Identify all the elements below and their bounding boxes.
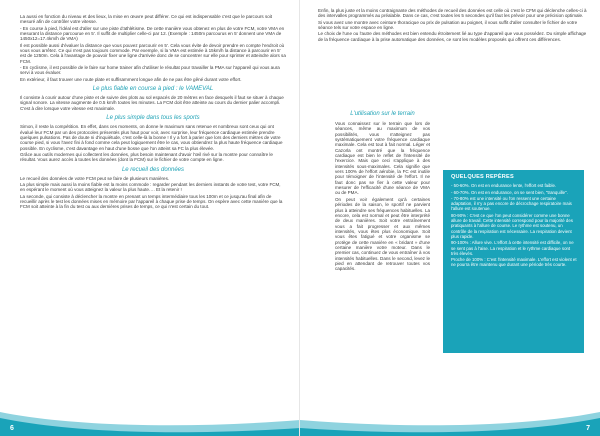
left-paragraph: Grâce aux outils modernes qui collectent les données, plus besoin maintenant d'avoir l'œil rivé sur la montre pour connaître le résultat. Vous aurez accès à toutes les données (dont la FCM) sur le fichier de votre compte en ligne. — [20, 151, 273, 163]
left-column — [20, 14, 286, 211]
reperes-title: QUELQUES REPÈRES — [451, 174, 514, 180]
section-heading-recueil: Le recueil des données — [121, 166, 185, 173]
reperes-item: - 50-60%. On est en endurance lente, l'effort est faible. — [451, 183, 557, 189]
left-paragraph: Le recueil des données de votre FCM peut se faire de plusieurs manières. — [20, 175, 170, 181]
reperes-item: Proche de 100% : C'est l'intensité maximale. L'effort est violent et ne pourra être maintenu que durant une période très courte. — [451, 257, 577, 268]
section-heading-terrain: L'utilisation sur le terrain — [350, 111, 415, 117]
left-paragraph: Simon, il reste la compétition. En effet, dans ces moments, on donne le maximum sans retenue et nombreux sont ceux qui ont évalué leur FCM par un des protocoles présentés plus haut pour voir, avec surprise, leur fréquence cardiaque estimée prendre quelques pulsations. Pas de doute ni d'inquiétude, c'est celle-là la bonne ! Il y a fort à parier que lors des derniers mètres de votre course pied, si vous l'avez fini à fond comme cela peut logiquement être le cas, vous obtiendrez la plus haute fréquence cardiaque possible. En cyclisme, c'est davantage en haut d'une bosse que l'on atteint sa FC la plus élevée. — [20, 124, 283, 151]
right-paragraph: Si vous avez une montre avec ceinture thoracique ou prix de pulsation au poignet, il vous suffit d'aller consulter le fichier de votre séance tels sur votre espace en ligne. — [318, 19, 578, 31]
right-paragraph: Enfin, la plus juste et la moins contraignante des méthodes de recueil des données est celle où c'est le CFM qui déclenche celles-ci à des intervalles programmés au préalable. Dans ce cas, c'est toutes les 5 secondes qu'il faut les prévoir pour une précision optimale. — [318, 8, 587, 19]
left-paragraph: Il consiste à courir autour d'une piste et de suivre des plots au sol espacés de 20 mètres en face desquels il faut se situer à chaque signal sonore. La vitesse augmente de 0.5 km/h toutes les minutes. La FCM doit être atteinte au cours du dernier palier accompli. C'est à dire lorsque votre vitesse est maximale. — [20, 95, 284, 111]
left-wave-decoration — [0, 406, 300, 436]
right-paragraph: Le choix de l'une ou l'autre des méthodes est bien entendu étroitement lié au type d'appareil que vous possédez. Du simple affichage de la fréquence cardiaque à la prise automatique des données, ce sont les modèles proposés qui offrent ces différences. — [318, 31, 587, 42]
right-page — [300, 0, 600, 436]
left-paragraph: La aussi en fonction du niveau et des lieux, la mise en œuvre peut différer. Ce qui est indispensable c'est que le parcours soit mesuré afin de contrôler votre vitesse. — [20, 14, 273, 25]
section-heading-vameval: Le plus fiable en course à pied : le VAMEVAL — [92, 86, 214, 93]
right-heading-wrap — [335, 111, 430, 118]
page-number-right: 7 — [586, 425, 590, 432]
left-paragraph: - En course à pied, l'idéal est d'aller sur une piste d'athlétisme. De cette manière vous obtenez en plus de votre FCM, votre VMA en mesurant la distance parcourue en 5'. Il suffit de multiplier celle-ci par 12. (Exemple : 1450m parcourus en 5' donnent une VMA de 1450x12=17.4km/h de VMA) — [20, 25, 285, 42]
left-paragraph: - En cyclisme, il est possible de le faire sur home trainer afin d'utiliser le résultat pour travailler la PMA sur l'appareil qui vous aura servi à vous évaluer. — [20, 65, 280, 76]
right-wave-decoration — [300, 406, 600, 436]
left-paragraph: La seconde, qui consiste à déclencher la montre en prenant un temps intermédiaire tous les 100m et ce jusqu'au final afin de recueillir après le test les données mises en mémoire par l'appareil à chaque prise de temps. On espère avec cette manière que la FCM soit atteinte à la fin du test ou aux dernières prises de temps, ce qui n'est certain du tout. — [20, 193, 283, 210]
right-paragraph: On peut voir également qu'à certaines périodes de la saison, le sportif ne parvient plus à atteindre ses fréquences habituelles. La encore, cela est normal et peut être interprété de deux manières. Soit votre entraînement vous a fait progresser et aux mêmes intensités, vous êtes plus économique. Soit vous êtes fatigué et votre organisme se protège de cette manière en « bridant » d'une certaine manière votre moteur. Dans le premier cas, continuez de vous entraîner à vos intensités habituelles. Dans le second, levez le pied en attendant de retrouver toutes vos capacités. — [335, 196, 430, 272]
right-paragraph: Vous connaissez sur le terrain que lors de séances, même au maximum de vos possibilités, vous n'atteignez pas systématiquement votre fréquence cardiaque maximale. Cela est tout à fait normal. Léger et Cazorla ont montré que la fréquence cardiaque est bien le reflet de l'intensité de l'exercice. Mais que ceci s'applique à des intensités sous-maximales. Cela signifie que vers 100% de l'effort aérobie, la FC est inutile pour témoigner de l'intensité de l'effort. Il ne faut donc pas se fier à cette valeur pour mesurer de l'efficacité d'une séance de VMA ou de PMA. — [335, 121, 430, 196]
reperes-item: - 60-70%. On est en endurance, on se sent bien, "tranquille". — [451, 189, 568, 195]
reperes-item: 80-90% : C'est ce que l'on peut considérer comme une bonne allure de travail. Cette intensité correspond pour la majorité des pratiquants à l'allure de course. Le rythme est soutenu, un contrôle de la respiration est nécessaire. La respiration devient plus rapide. — [451, 212, 573, 239]
reperes-box — [443, 170, 584, 353]
page-number-left: 6 — [10, 425, 14, 432]
left-paragraph: Il est possible aussi d'évaluer la distance que vous pouvez parcourir en 5'. Cela vous évite de devoir prendre en compte l'endroit où vous vous arrêtez. Ce qui n'est pas toujours commode. Par exemple, si la VMA est estimée à 15km/h la distance à parcourir en 5' est de 1250m. Cela à l'avantage de pouvoir fixer une ligne d'arrivée donc de se concentrer sur elle pour sprinter et atteindre alors sa FCM. — [20, 42, 286, 64]
right-narrow-column — [335, 121, 430, 273]
reperes-item: 90-100% : Allure vive. L'effort à cette intensité est difficile, on ne se sent pas à l'aise. La respiration et le rythme cardiaque sont très élevés. — [451, 240, 574, 256]
section-heading-simple: Le plus simple dans tous les sports — [106, 115, 200, 122]
reperes-item: - 70-80% est une intensité ou l'on ressent une certaine adaptation, il n'y a pas encore de décrochage respiratoire mais l'allure est soutenue. — [451, 195, 572, 212]
right-intro — [318, 8, 588, 43]
left-paragraph: En extérieur, il faut trouver une route plate et suffisamment longue afin de ne pas être gêné durant votre effort. — [20, 76, 242, 82]
left-paragraph: La plus simple mais aussi la moins fiable est la moins commode : regarder pendant les derniers instants de votre test, votre FCM, en espérant le moment où vous atteignez la valeur la plus haute…. Et la retenir ! — [20, 181, 281, 193]
